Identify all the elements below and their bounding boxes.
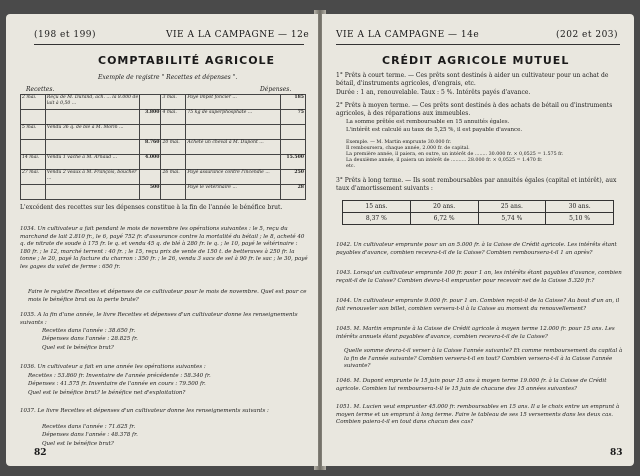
register-date [21, 140, 46, 155]
problem-1035-recettes: Recettes dans l'année : 38.650 fr. [42, 328, 136, 334]
register-depense: Payé le vétérinaire ... [186, 185, 281, 200]
problem-1035: 1035. A la fin d'une année, le livre Recettes et dépenses d'un cultivateur donne les renseignements suivants : [20, 312, 298, 326]
medium-term-repayment: La somme prêtée est remboursable en 15 annuités égales. [346, 119, 510, 125]
register-depense-date [161, 125, 186, 140]
register-caption: Exemple de registre " Recettes et dépenses ". [98, 74, 238, 81]
problem-1044: 1044. Un cultivateur emprunte 9.000 fr. pour 1 an. Combien reçoit-il de la Caisse? Au bout d'un an, il fait renouveler son billet, combien versera-t-il à la Caisse au moment du renouvellement? [336, 298, 620, 312]
problem-1037-recettes: Recettes dans l'année : 71.625 fr. [42, 424, 136, 430]
register-depense-amount: 28 [281, 185, 306, 200]
register-depense-amount: 15.500 [281, 155, 306, 170]
register-depense-amount: 250 [281, 170, 306, 185]
problem-1043: 1043. Lorsqu'un cultivateur emprunte 100 fr. pour 1 an, les intérêts étant payables d'avance, combien reçoit-il de la Caisse? Combien devra-t-il emprunter pour recevoir net de la Caisse 5.320 fr.? [336, 270, 622, 284]
register-depense-amount [281, 125, 306, 140]
short-term-terms: Durée : 1 an, renouvelable. Taux : 5 %. Intérêts payés d'avance. [336, 89, 531, 96]
left-header-pages: (198 et 199) [34, 30, 97, 40]
left-page [6, 14, 318, 466]
register-recette-amount: 4.000 [140, 155, 161, 170]
register-depense: Acheté un cheval à M. Dupont ... [186, 140, 281, 155]
rate-25: 5,74 % [478, 213, 546, 225]
register-depense [186, 125, 281, 140]
left-page-number: 82 [34, 448, 47, 458]
rates-header-30: 30 ans. [546, 201, 614, 213]
register-depense-date: 26 mai. [161, 170, 186, 185]
rate-30: 5,10 % [546, 213, 614, 225]
medium-term-interest: L'intérêt est calculé au taux de 5,25 %, il est payable d'avance. [346, 127, 523, 133]
problem-1035-question: Quel est le bénéfice brut? [42, 345, 114, 351]
register-depense-date [161, 155, 186, 170]
register-date [21, 110, 46, 125]
register-recette: Vendu 1 vache à M. Arnaud ... [45, 155, 140, 170]
register-depense-amount: 75 [281, 110, 306, 125]
register-depense-date: 3 mai. [161, 95, 186, 110]
example-line-5: etc. [346, 164, 355, 169]
register-row [21, 185, 306, 200]
right-header-pages: (202 et 203) [556, 30, 619, 40]
left-page-title: COMPTABILITÉ AGRICOLE [98, 54, 276, 67]
register-recette-amount [140, 125, 161, 140]
problem-1036-question: Quel est le bénéfice brut? le bénéfice net d'exploitation? [28, 390, 186, 396]
problem-1036: 1036. Un cultivateur a fait en une année les opérations suivantes : [20, 364, 206, 370]
short-term-loans: 1° Prêts à court terme. — Ces prêts sont destinés à aider un cultivateur pour un achat de bétail, d'instruments agricoles, d'engrais, etc. [336, 72, 609, 87]
problem-1042: 1042. Un cultivateur emprunte pour un an 5.000 fr. à la Caisse de Crédit agricole. Les intérêts étant payables d'avance, combien recevra-t-il de la Caisse? Combien remboursera-t-il 1 an après? [336, 242, 617, 256]
register-recette: Vendu 36 q. de blé à M. Morin ... [45, 125, 140, 140]
example-line-1: Exemple. — M. Martin emprunte 30.000 fr. [346, 140, 452, 145]
problem-1046: 1046. M. Dupont emprunte le 15 juin pour 15 ans à moyen terme 19.000 fr. à la Caisse de Crédit agricole. Combien lui remboursera-t-il le 15 juin de chacune des 15 années suivantes? [336, 378, 607, 392]
right-header-rule [336, 44, 620, 45]
register-recette [45, 110, 140, 125]
register-date [21, 185, 46, 200]
problem-1037: 1037. Le livre Recettes et dépenses d'un cultivateur donne les renseignements suivants : [20, 408, 269, 414]
register-depense: Payé impôt foncier ... [186, 95, 281, 110]
register-col-recettes: Recettes. [26, 86, 55, 93]
problem-1045-questions: Quelle somme devra-t-il verser à la Caisse l'année suivante? Et comme remboursement du capital à la fin de l'année suivante? Combien versera-t-il en tout? Combien versera-t-il à la Caisse l'année suivante? [344, 348, 623, 370]
register-date: 2 mai. [21, 95, 46, 110]
register-date: 14 mai. [21, 155, 46, 170]
example-line-4: La deuxième année, il paiera un intérêt de .......... 28.000 fr. × 0,0525 = 1.470 fr. [346, 158, 543, 163]
rates-header-20: 20 ans. [410, 201, 478, 213]
register-depense-date [161, 185, 186, 200]
register-recette: Reçu de M. Durand, ach. ... la 8.000 de lait à 0,50 ... [45, 95, 140, 110]
register-row [21, 155, 306, 170]
example-line-2: Il remboursera, chaque année, 2.000 fr. de capital. [346, 146, 470, 151]
register-col-depenses: Dépenses. [260, 86, 292, 93]
right-page-title: CRÉDIT AGRICOLE MUTUEL [382, 54, 570, 67]
example-line-3: La première année, il paiera, en outre, un intérêt de ........ 30.000 fr. × 0,0525 = 1.575 fr. [346, 152, 564, 157]
rates-header-25: 25 ans. [478, 201, 546, 213]
register-recette: Vendu 2 veaux à M. François, boucher ... [45, 170, 140, 185]
right-header-title: VIE A LA CAMPAGNE — 14e [336, 30, 480, 40]
register-recette-amount: 8.760 [140, 140, 161, 155]
recettes-depenses-register [20, 94, 306, 200]
left-header-title: VIE A LA CAMPAGNE — 12e [166, 30, 310, 40]
register-row [21, 95, 306, 110]
register-recette-amount: 500 [140, 185, 161, 200]
register-depense-amount: 185 [281, 95, 306, 110]
register-date: 27 mai. [21, 170, 46, 185]
rate-20: 6,72 % [410, 213, 478, 225]
problem-1034: 1034. Un cultivateur a fait pendant le mois de novembre les opérations suivantes : le 5, reçu du marchand de lait 2.810 fr., le 6, payé 752 fr. d'assurance contre la mortalité du bétail ; le 8, acheté 40 q. de nitrate de soude à 175 fr. le q. et vendu 45 q. de blé à 280 fr. le q. ; le 10, payé le vétérinaire : 180 fr. ; le 12, marché terrent : 40 fr. ; le 15, reçu prix de vente de 150 t. de betteraves à 250 fr. la tonne ; le 20, payé la facture du charron : 350 fr. ; le 26, vendu 3 sacs de sel à 90 fr. le sac ; le 30, payé les gages du valet de ferme : 650 fr. [20, 226, 308, 270]
register-recette-amount [140, 170, 161, 185]
register-depense-amount [281, 140, 306, 155]
register-depense: 75 kg de superphosphate ... [186, 110, 281, 125]
register-row [21, 110, 306, 125]
rates-header-15: 15 ans. [343, 201, 411, 213]
medium-term-loans: 2° Prêts à moyen terme. — Ces prêts sont destinés à des achats de bétail ou d'instruments agricoles, à des réparations aux immeubles. [336, 102, 613, 117]
register-depense-date: 4 mai. [161, 110, 186, 125]
problem-1051: 1051. M. Lucien veut emprunter 45.000 fr. remboursables en 15 ans. Il a le choix entre un emprunt à moyen terme et un emprunt à long terme. Faire le tableau de ses 15 versements dans les deux cas. Combien paiera-t-il en tout dans chacun des cas? [336, 404, 620, 426]
register-recette [45, 140, 140, 155]
register-recette-amount [140, 95, 161, 110]
left-header-rule [34, 44, 304, 45]
register-row [21, 140, 306, 155]
register-row [21, 170, 306, 185]
amortization-rates-table [342, 200, 614, 225]
register-recette [45, 185, 140, 200]
register-depense [186, 155, 281, 170]
problem-1036-recettes: Recettes : 53.860 fr. Inventaire de l'année précédente : 58.340 fr. [28, 373, 211, 379]
right-page-number: 83 [610, 448, 623, 458]
intro-text: L'excédent des recettes sur les dépenses constitue à la fin de l'année le bénéfice brut. [20, 204, 283, 211]
register-date: 5 mai. [21, 125, 46, 140]
problem-1037-depenses: Dépenses dans l'année : 48.378 fr. [42, 432, 138, 438]
register-recette-amount: 3.800 [140, 110, 161, 125]
problem-1036-depenses: Dépenses : 41.575 fr. Inventaire de l'année en cours : 79.500 fr. [28, 381, 206, 387]
register-depense: Payé assurance contre l'incendie ... [186, 170, 281, 185]
problem-1035-depenses: Dépenses dans l'année : 28.825 fr. [42, 336, 138, 342]
long-term-loans: 3° Prêts à long terme. — Ils sont remboursables par annuités égales (capital et intérêt), aux taux d'amortissement suivants : [336, 177, 617, 192]
problem-1045: 1045. M. Martin emprunte à la Caisse de Crédit agricole à moyen terme 12.000 fr. pour 15 ans. Les intérêts annuels étant payables d'avance, combien recevra-t-il de la Caisse? [336, 326, 615, 340]
problem-1037-question: Quel est le bénéfice brut? [42, 441, 114, 447]
rate-15: 8,37 % [343, 213, 411, 225]
register-row [21, 125, 306, 140]
problem-1034-question: Faire le registre Recettes et dépenses de ce cultivateur pour le mois de novembre. Quel est pour ce mois le bénéfice brut ou la perte brute? [28, 289, 307, 303]
right-page [322, 14, 634, 466]
register-depense-date: 20 mai. [161, 140, 186, 155]
